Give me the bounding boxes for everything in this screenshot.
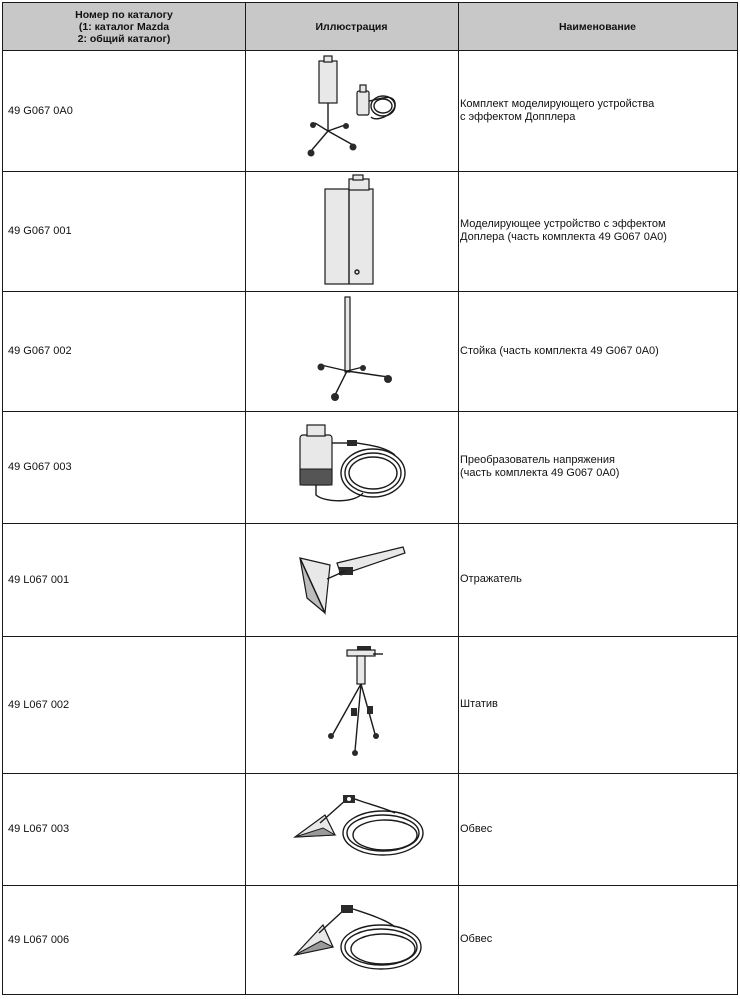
catalog-number: 49 L067 006 [8, 933, 70, 946]
tools-table [2, 2, 738, 995]
table-row [3, 291, 737, 412]
header-name: Наименование [558, 20, 637, 33]
column-divider [245, 3, 246, 994]
plumb-bob-icon [245, 885, 458, 994]
table-row [3, 523, 737, 637]
item-name: Комплект моделирующего устройства с эффектом Допплера [460, 98, 655, 123]
catalog-number: 49 G067 001 [8, 225, 72, 237]
item-name: Преобразователь напряжения (часть комплекта 49 G067 0A0) [460, 454, 620, 479]
catalog-number: 49 G067 002 [8, 345, 72, 357]
catalog-number: 49 L067 001 [8, 573, 70, 586]
table-header [3, 3, 737, 51]
item-name: Обвес [460, 933, 493, 945]
column-divider [458, 3, 459, 994]
voltage-converter-icon [245, 411, 458, 523]
table-row [3, 51, 737, 172]
catalog-number: 49 L067 002 [8, 698, 70, 711]
table-row [3, 885, 737, 995]
catalog-number: 49 G067 0A0 [8, 105, 73, 117]
doppler-simulator-box-icon [245, 171, 458, 291]
tripod-icon [245, 636, 458, 773]
table-row [3, 411, 737, 524]
catalog-number: 49 G067 003 [8, 461, 72, 473]
doppler-simulator-kit-icon [245, 51, 458, 171]
stand-icon [245, 291, 458, 411]
item-name: Отражатель [460, 573, 522, 585]
plumb-bob-icon [245, 773, 458, 885]
table-row [3, 636, 737, 774]
header-catalog-number: Номер по каталогу (1: каталог Mazda 2: общий каталог) [75, 8, 173, 45]
item-name: Обвес [460, 822, 493, 835]
catalog-number: 49 L067 003 [8, 823, 70, 835]
item-name: Моделирующее устройство с эффектом Доплера (часть комплекта 49 G067 0A0) [460, 218, 667, 243]
table-row [3, 773, 737, 886]
header-illustration: Иллюстрация [315, 20, 388, 33]
item-name: Штатив [460, 698, 498, 710]
item-name: Стойка (часть комплекта 49 G067 0A0) [460, 344, 659, 357]
reflector-icon [245, 523, 458, 636]
table-row [3, 171, 737, 292]
